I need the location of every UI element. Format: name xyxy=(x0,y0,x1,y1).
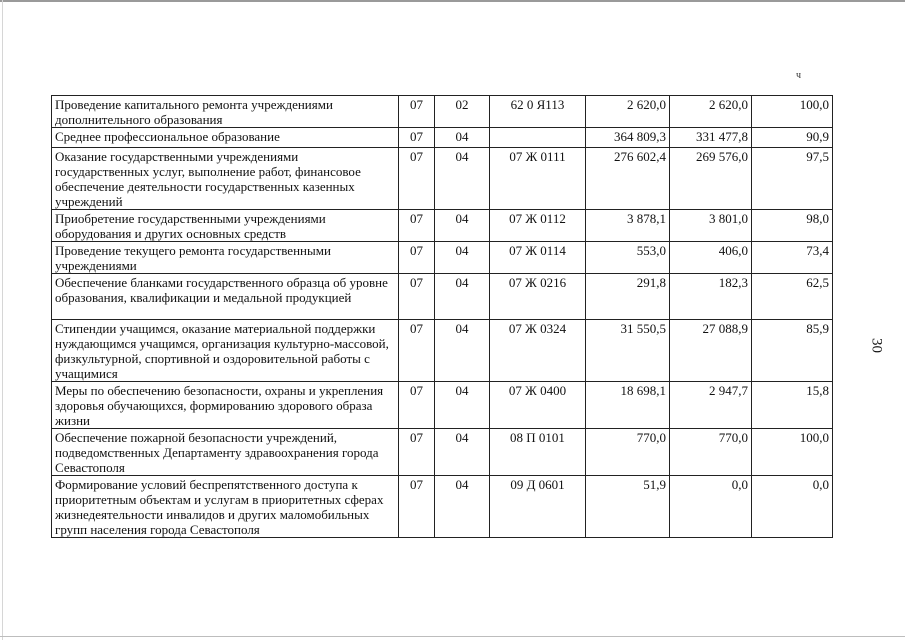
row-fact: 3 801,0 xyxy=(670,210,752,242)
table-row xyxy=(52,128,833,148)
row-target-code: 07 Ж 0400 xyxy=(490,382,586,429)
row-fact: 406,0 xyxy=(670,242,752,274)
row-subsection: 04 xyxy=(435,429,490,476)
table-row xyxy=(52,476,833,538)
row-section: 07 xyxy=(399,476,435,538)
row-section: 07 xyxy=(399,274,435,320)
row-plan: 18 698,1 xyxy=(586,382,670,429)
row-section: 07 xyxy=(399,148,435,210)
row-name: Приобретение государственными учреждениями оборудования и других основных средств xyxy=(52,210,399,242)
table-row xyxy=(52,96,833,128)
row-plan: 770,0 xyxy=(586,429,670,476)
row-fact: 2 620,0 xyxy=(670,96,752,128)
row-plan: 3 878,1 xyxy=(586,210,670,242)
row-percent: 100,0 xyxy=(752,429,833,476)
row-subsection: 04 xyxy=(435,476,490,538)
row-section: 07 xyxy=(399,128,435,148)
row-section: 07 xyxy=(399,242,435,274)
row-section: 07 xyxy=(399,429,435,476)
row-section: 07 xyxy=(399,320,435,382)
scan-edge-top xyxy=(0,0,905,2)
row-subsection: 04 xyxy=(435,320,490,382)
table-row xyxy=(52,274,833,320)
row-fact: 2 947,7 xyxy=(670,382,752,429)
table-row xyxy=(52,429,833,476)
row-subsection: 04 xyxy=(435,210,490,242)
row-name: Обеспечение пожарной безопасности учреждений, подведомственных Департаменту здравоохранения города Севастополя xyxy=(52,429,399,476)
row-section: 07 xyxy=(399,210,435,242)
row-percent: 15,8 xyxy=(752,382,833,429)
row-target-code: 62 0 Я113 xyxy=(490,96,586,128)
row-plan: 2 620,0 xyxy=(586,96,670,128)
budget-table xyxy=(51,95,833,538)
row-plan: 276 602,4 xyxy=(586,148,670,210)
row-subsection: 04 xyxy=(435,128,490,148)
table-row xyxy=(52,210,833,242)
row-percent: 97,5 xyxy=(752,148,833,210)
row-target-code: 07 Ж 0216 xyxy=(490,274,586,320)
row-percent: 100,0 xyxy=(752,96,833,128)
row-plan: 364 809,3 xyxy=(586,128,670,148)
row-name: Обеспечение бланками государственного образца об уровне образования, квалификации и медальной продукцией xyxy=(52,274,399,320)
row-percent: 0,0 xyxy=(752,476,833,538)
row-fact: 269 576,0 xyxy=(670,148,752,210)
row-percent: 90,9 xyxy=(752,128,833,148)
scan-edge-bottom xyxy=(0,636,905,637)
row-target-code: 07 Ж 0324 xyxy=(490,320,586,382)
row-section: 07 xyxy=(399,382,435,429)
row-fact: 0,0 xyxy=(670,476,752,538)
row-plan: 291,8 xyxy=(586,274,670,320)
row-target-code: 07 Ж 0111 xyxy=(490,148,586,210)
row-target-code: 07 Ж 0114 xyxy=(490,242,586,274)
row-target-code: 09 Д 0601 xyxy=(490,476,586,538)
table-row xyxy=(52,148,833,210)
row-plan: 31 550,5 xyxy=(586,320,670,382)
table-row xyxy=(52,382,833,429)
row-subsection: 04 xyxy=(435,242,490,274)
row-name: Формирование условий беспрепятственного доступа к приоритетным объектам и услугам в приоритетных сферах жизнедеятельности инвалидов и других маломобильных групп населения города Севастополя xyxy=(52,476,399,538)
row-name: Оказание государственными учреждениями государственных услуг, выполнение работ, финансовое обеспечение деятельности государственных казенных учреждений xyxy=(52,148,399,210)
row-name: Проведение текущего ремонта государственными учреждениями xyxy=(52,242,399,274)
table-row xyxy=(52,320,833,382)
row-fact: 182,3 xyxy=(670,274,752,320)
row-subsection: 04 xyxy=(435,148,490,210)
row-plan: 553,0 xyxy=(586,242,670,274)
corner-mark: ч xyxy=(796,70,802,81)
scan-edge-left xyxy=(2,0,3,640)
row-subsection: 02 xyxy=(435,96,490,128)
row-percent: 85,9 xyxy=(752,320,833,382)
row-target-code: 07 Ж 0112 xyxy=(490,210,586,242)
row-target-code: 08 П 0101 xyxy=(490,429,586,476)
row-percent: 62,5 xyxy=(752,274,833,320)
row-name: Меры по обеспечению безопасности, охраны и укрепления здоровья обучающихся, формированию здорового образа жизни xyxy=(52,382,399,429)
row-name: Стипендии учащимся, оказание материальной поддержки нуждающимся учащимся, организация культурно-массовой, физкультурной, спортивной и оздоровительной работы с учащимися xyxy=(52,320,399,382)
table-row xyxy=(52,242,833,274)
row-subsection: 04 xyxy=(435,274,490,320)
row-fact: 770,0 xyxy=(670,429,752,476)
page-number: 30 xyxy=(868,338,885,353)
row-section: 07 xyxy=(399,96,435,128)
row-fact: 27 088,9 xyxy=(670,320,752,382)
row-target-code xyxy=(490,128,586,148)
row-name: Среднее профессиональное образование xyxy=(52,128,399,148)
row-percent: 98,0 xyxy=(752,210,833,242)
row-plan: 51,9 xyxy=(586,476,670,538)
row-subsection: 04 xyxy=(435,382,490,429)
row-name: Проведение капитального ремонта учреждениями дополнительного образования xyxy=(52,96,399,128)
row-percent: 73,4 xyxy=(752,242,833,274)
row-fact: 331 477,8 xyxy=(670,128,752,148)
